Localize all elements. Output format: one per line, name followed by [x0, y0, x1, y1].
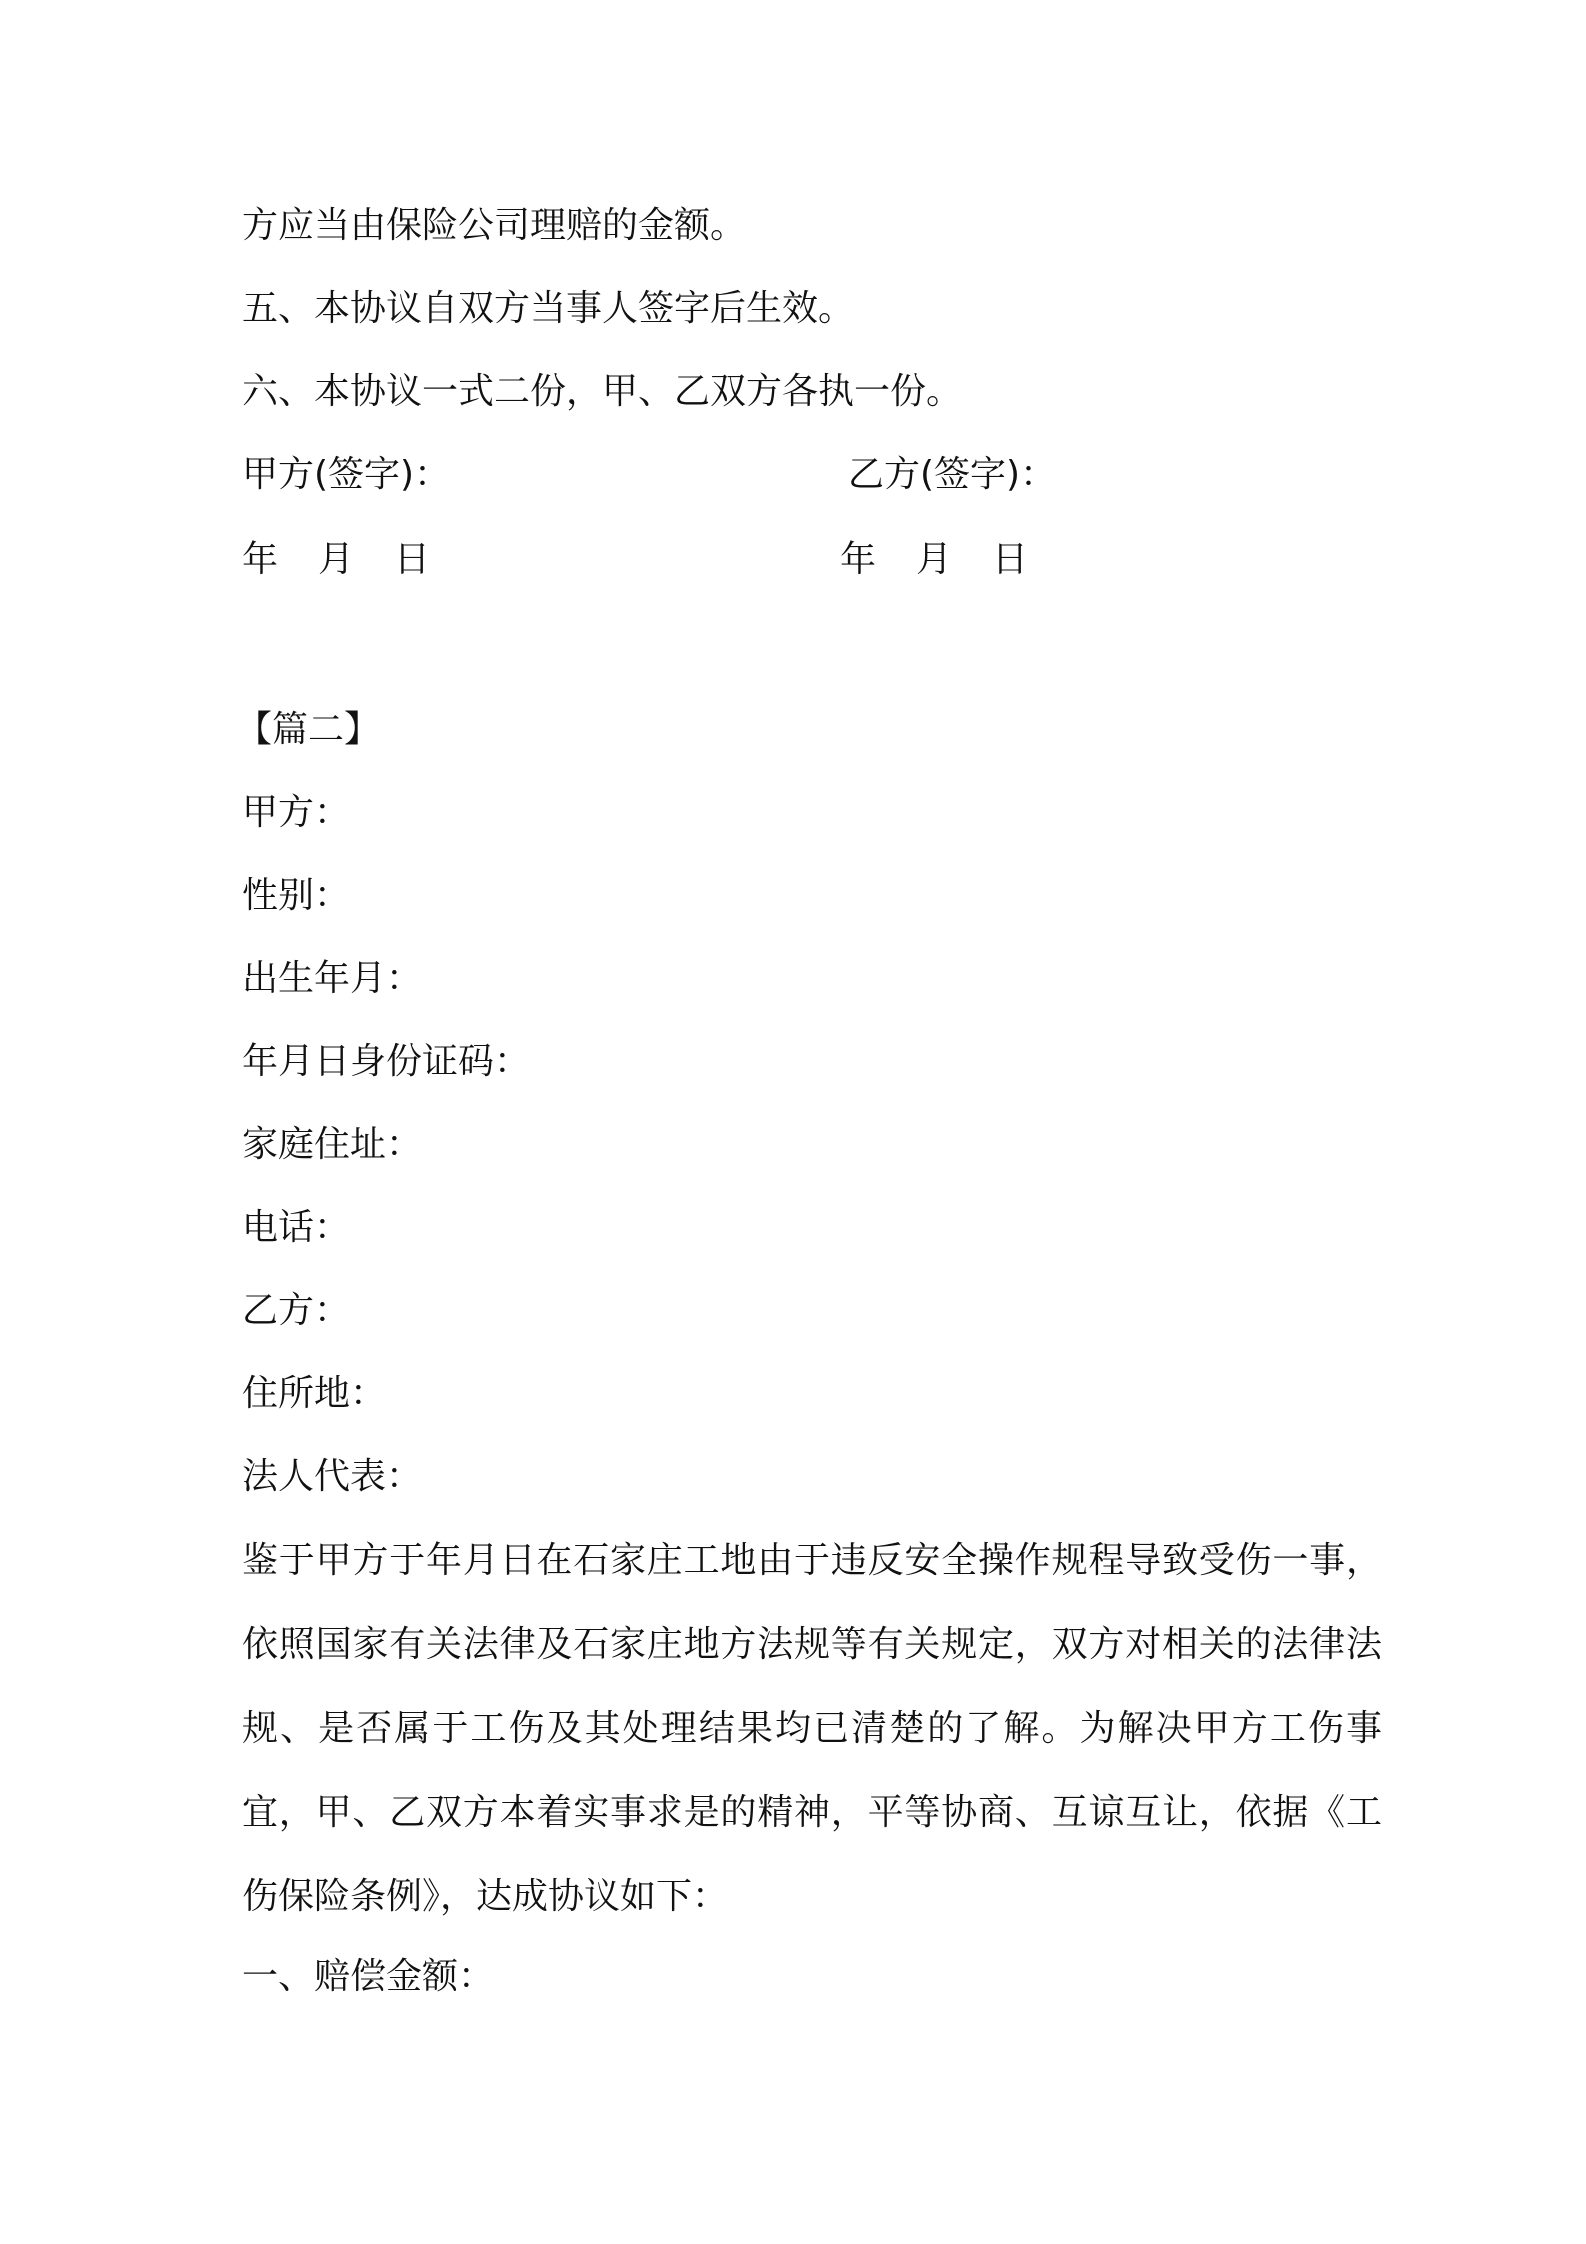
date-line-right — [840, 535, 1028, 585]
date-line-left — [242, 535, 430, 585]
date-day-right: 日 — [992, 539, 1029, 580]
date-month-right: 月 — [916, 539, 953, 580]
field-legal-representative: 法人代表： — [242, 1456, 423, 1497]
clause-6: 六、本协议一式二份，甲、乙双方各执一份。 — [242, 371, 963, 412]
preamble-paragraph: 鉴于甲方于年月日在石家庄工地由于违反安全操作规程导致受伤一事，依照国家有关法律及石家庄地方法规等有关规定，双方对相关的法律法规、是否属于工伤及其处理结果均已清楚的了解。为解决甲方工伤事宜，甲、乙双方本着实事求是的精神，平等协商、互谅互让，依据《工伤保险条例》，达成协议如下： — [242, 1540, 1382, 1917]
field-residence: 住所地： — [242, 1373, 387, 1414]
field-birth-date: 出生年月： — [242, 958, 423, 999]
clause-5: 五、本协议自双方当事人签字后生效。 — [242, 288, 855, 329]
date-year-left: 年 — [242, 539, 279, 580]
clause-1-compensation: 一、赔偿金额： — [242, 1956, 495, 1997]
date-year-right: 年 — [840, 539, 877, 580]
field-gender: 性别： — [242, 875, 351, 916]
date-day-left: 日 — [394, 539, 431, 580]
text-line-continuation: 方应当由保险公司理赔的金额。 — [242, 205, 747, 246]
field-id-number: 年月日身份证码： — [242, 1041, 531, 1082]
field-home-address: 家庭住址： — [242, 1124, 423, 1165]
field-party-a: 甲方： — [242, 792, 351, 833]
field-party-b: 乙方： — [242, 1290, 351, 1331]
party-b-signature-label: 乙方(签字)： — [848, 454, 1057, 495]
date-month-left: 月 — [318, 539, 355, 580]
party-a-signature-label: 甲方(签字)： — [242, 454, 451, 495]
field-phone: 电话： — [242, 1207, 351, 1248]
section-heading: 【篇二】 — [236, 709, 381, 750]
